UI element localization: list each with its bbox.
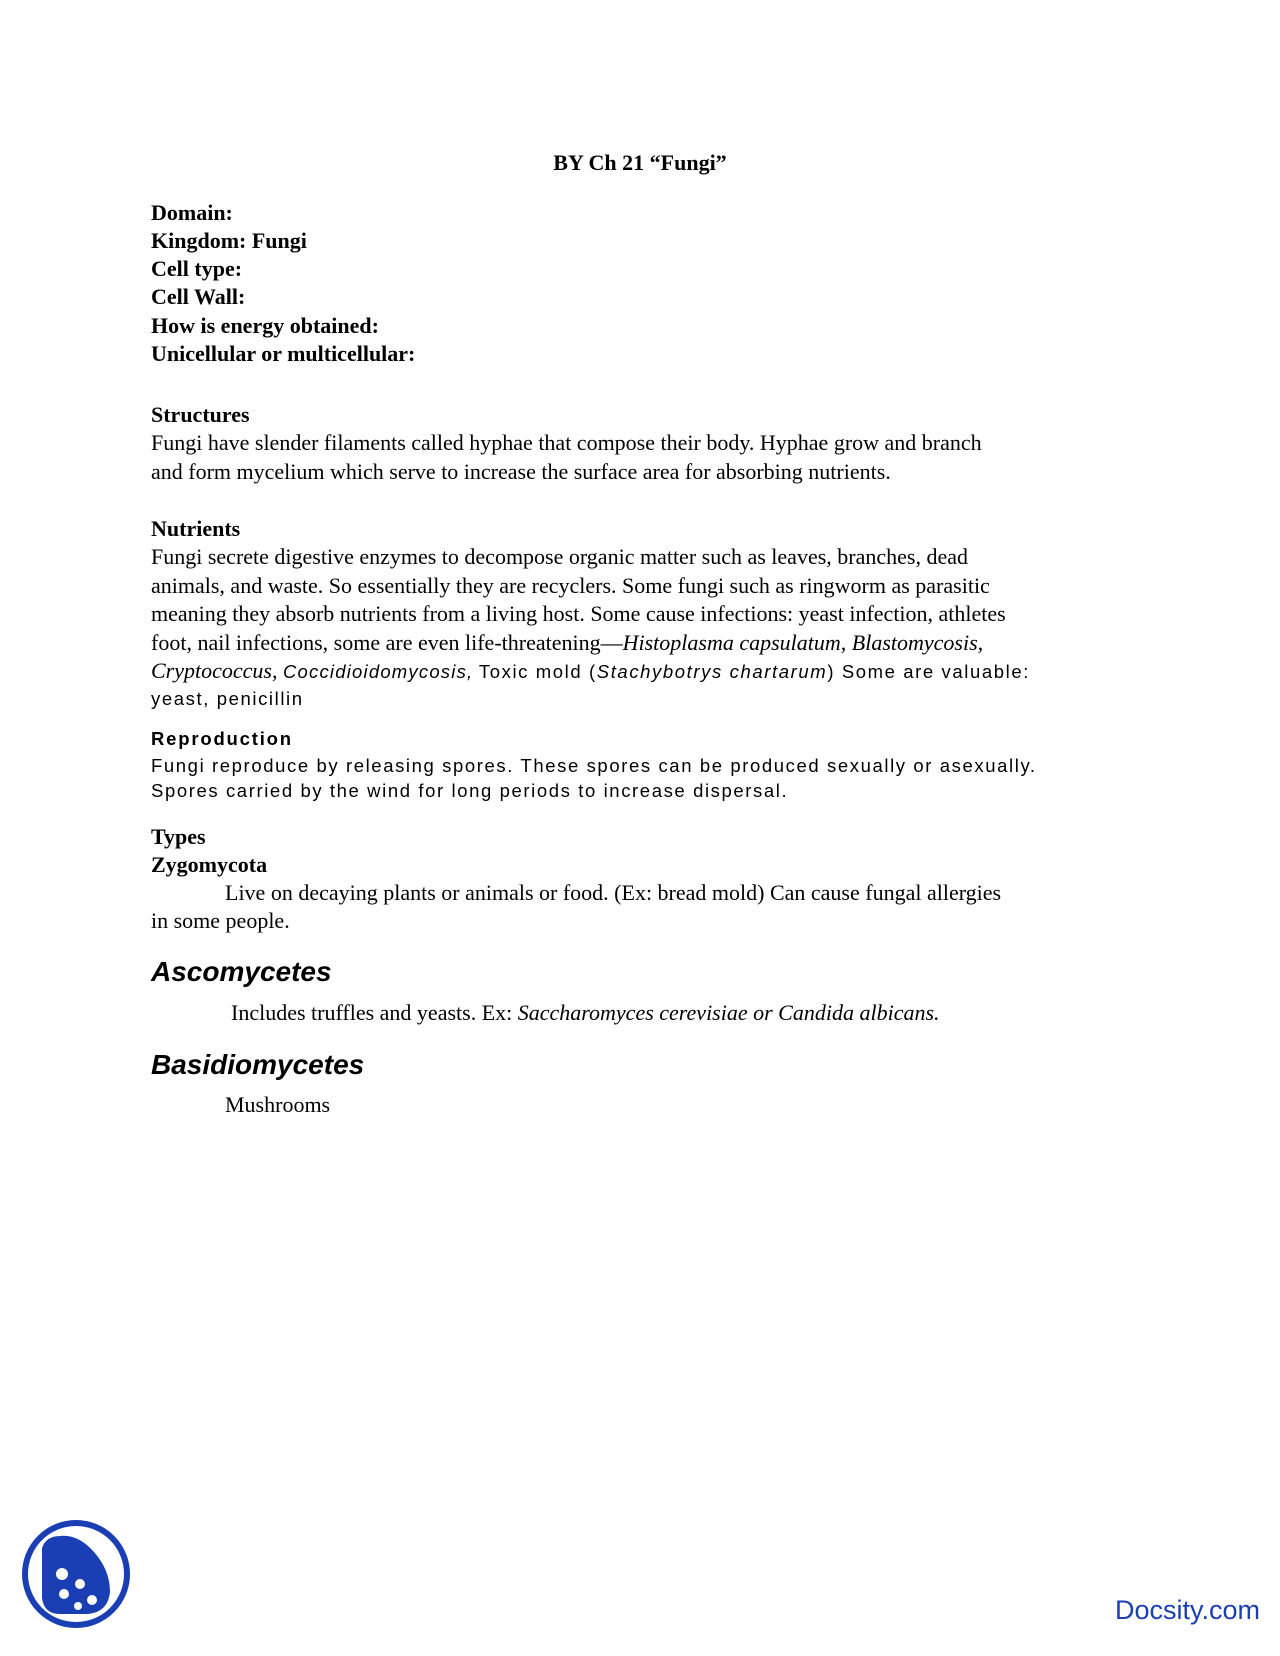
docsity-logo-icon: [20, 1518, 132, 1630]
ascomycetes-heading: Ascomycetes: [151, 956, 332, 987]
nutrients-line-3: meaning they absorb nutrients from a living host. Some cause infections: yeast infection, athletes: [151, 601, 1006, 626]
zygomycota-line-2: in some people.: [151, 908, 290, 933]
nutrients-line-6: yeast, penicillin: [151, 687, 304, 709]
ascomycetes-examples: Saccharomyces cerevisiae or Candida albicans.: [517, 1000, 940, 1025]
structures-line-2: and form mycelium which serve to increase the surface area for absorbing nutrients.: [151, 458, 891, 484]
zygomycota-line-1: Live on decaying plants or animals or food. (Ex: bread mold) Can cause fungal allergies: [225, 880, 1002, 905]
nutrients-line-4-italic: Histoplasma capsulatum, Blastomycosis,: [622, 629, 984, 655]
zygomycota-heading: Zygomycota: [151, 852, 268, 877]
field-domain: Domain:: [151, 200, 233, 225]
reproduction-heading: Reproduction: [151, 728, 293, 749]
field-cell-type: Cell type:: [151, 256, 243, 281]
nutrients-toxic-mold: Toxic mold (: [478, 661, 597, 682]
nutrients-coccidioidomycosis: Coccidioidomycosis,: [282, 661, 474, 682]
nutrients-text: [151, 543, 1141, 711]
structures-text: [151, 429, 1141, 486]
nutrients-cryptococcus: Cryptococcus,: [151, 658, 278, 683]
structures-line-1: Fungi have slender filaments called hyphae that compose their body. Hyphae grow and branch: [151, 430, 982, 455]
nutrients-line-5: [151, 657, 1141, 686]
reproduction-line-2: Spores carried by the wind for long periods to increase dispersal.: [151, 780, 789, 801]
docsity-brand[interactable]: Docsity.com: [1114, 1595, 1260, 1625]
structures-heading: Structures: [151, 402, 250, 427]
types-heading: Types: [151, 824, 206, 849]
nutrients-valuable: ) Some are valuable:: [827, 661, 1031, 682]
field-cell-wall: Cell Wall:: [151, 284, 246, 309]
nutrients-heading: Nutrients: [151, 516, 241, 541]
nutrients-line-4-text: foot, nail infections, some are even life-threatening—: [151, 629, 623, 655]
nutrients-line-4: [151, 629, 1141, 658]
reproduction-text: [151, 753, 1141, 803]
ascomycetes-desc: Includes truffles and yeasts. Ex:: [231, 1000, 518, 1025]
reproduction-line-1: Fungi reproduce by releasing spores. These spores can be produced sexually or asexually.: [151, 755, 1037, 776]
basidiomycetes-text: Mushrooms: [225, 1092, 331, 1117]
field-cellularity: Unicellular or multicellular:: [151, 341, 416, 366]
nutrients-line-2: animals, and waste. So essentially they are recyclers. Some fungi such as ringworm as parasitic: [151, 572, 990, 598]
field-energy: How is energy obtained:: [151, 313, 379, 338]
field-kingdom: Kingdom: Fungi: [151, 228, 307, 253]
ascomycetes-text: [231, 1000, 940, 1026]
nutrients-stachybotrys: Stachybotrys chartarum: [596, 661, 828, 682]
page-title: BY Ch 21 “Fungi”: [553, 150, 727, 175]
basidiomycetes-heading: Basidiomycetes: [151, 1049, 365, 1080]
nutrients-line-1: Fungi secrete digestive enzymes to decompose organic matter such as leaves, branches, dead: [151, 544, 968, 569]
